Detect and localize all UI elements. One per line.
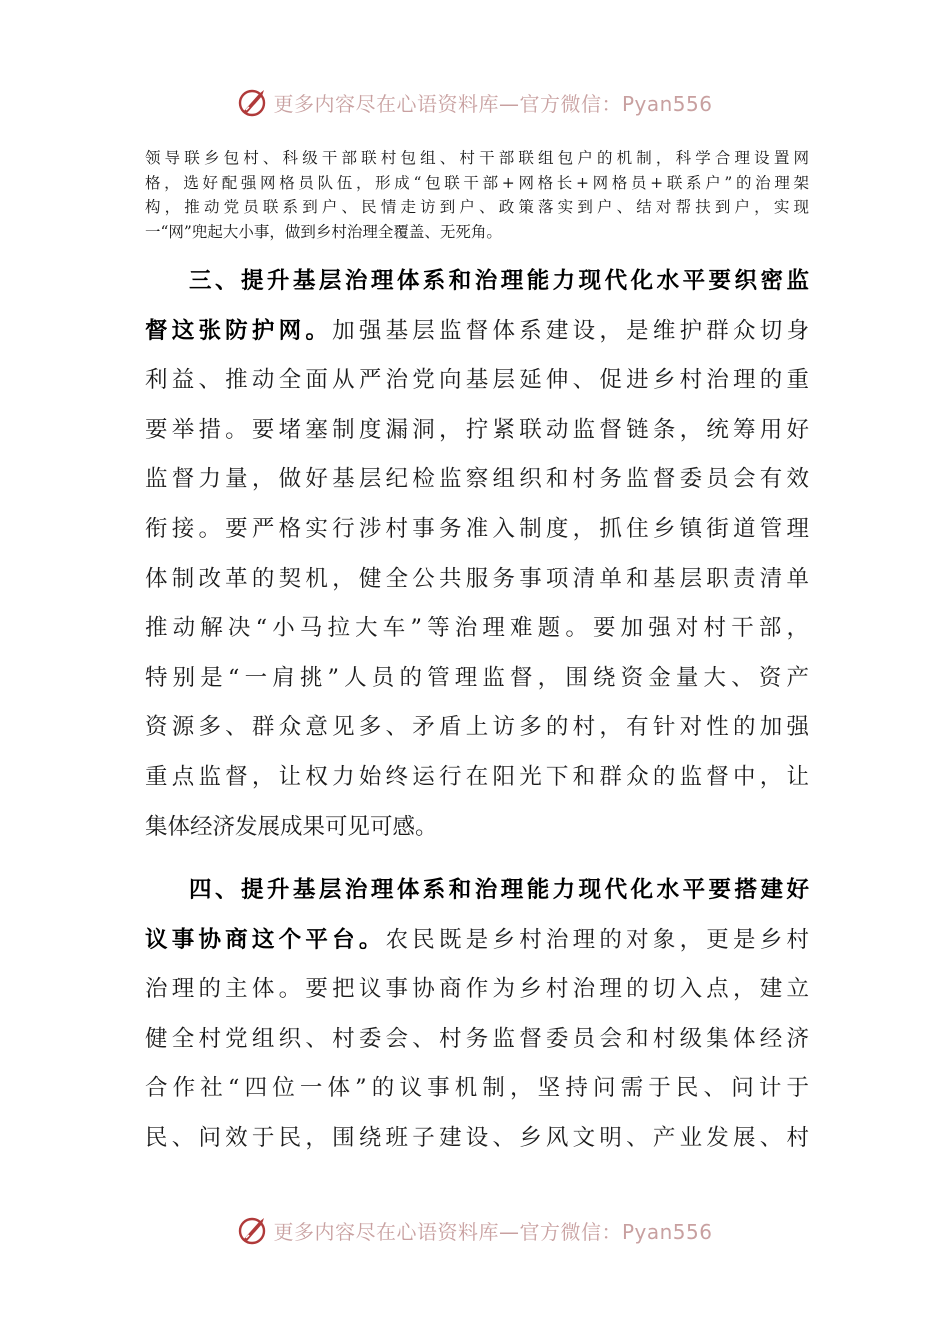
section-3-paragraph bbox=[145, 257, 809, 852]
section-4-line: 民、问效于民，围绕班子建设、乡风文明、产业发展、村 bbox=[145, 1124, 809, 1151]
section-4-text: 农民既是乡村治理的对象，更是乡村 bbox=[385, 926, 809, 953]
section-4-heading-end: 议事协商这个平台。 bbox=[145, 926, 386, 953]
section-3-line bbox=[145, 307, 809, 357]
intro-line: 一“网”兜起大小事，做到乡村治理全覆盖、无死角。 bbox=[145, 223, 502, 242]
section-3-line: 监督力量，做好基层纪检监察组织和村务监督委员会有效 bbox=[145, 466, 809, 493]
section-3-line: 要举措。要堵塞制度漏洞，拧紧联动监督链条，统筹用好 bbox=[145, 416, 809, 443]
section-3-line: 体制改革的契机，健全公共服务事项清单和基层职责清单 bbox=[145, 565, 809, 592]
intro-line: 格，选好配强网格员队伍，形成“包联干部+网格长+网格员+联系户”的治理架 bbox=[145, 173, 809, 192]
section-3-heading-line bbox=[145, 257, 809, 307]
section-3-line: 资源多、群众意见多、矛盾上访多的村，有针对性的加强 bbox=[145, 714, 809, 741]
pen-circle-logo-icon bbox=[237, 1214, 269, 1246]
section-3-line: 集体经济发展成果可见可感。 bbox=[145, 813, 438, 840]
section-4-line: 健全村党组织、村委会、村务监督委员会和村级集体经济 bbox=[145, 1025, 809, 1052]
top-banner bbox=[0, 80, 950, 124]
section-4-heading: 四、提升基层治理体系和治理能力现代化水平要搭建好 bbox=[189, 877, 809, 903]
section-3-line: 利益、推动全面从严治党向基层延伸、促进乡村治理的重 bbox=[145, 367, 809, 394]
intro-line: 构，推动党员联系到户、民情走访到户、政策落实到户、结对帮扶到户，实现 bbox=[145, 198, 809, 217]
banner-text: 更多内容尽在心语资料库—官方微信：Pyan556 bbox=[273, 91, 713, 116]
bottom-banner bbox=[0, 1208, 950, 1252]
intro-paragraph bbox=[145, 146, 809, 245]
section-4-paragraph bbox=[145, 866, 809, 1164]
section-4-line: 合作社“四位一体”的议事机制，坚持问需于民、问计于 bbox=[145, 1075, 809, 1102]
section-3-line: 衔接。要严格实行涉村事务准入制度，抓住乡镇街道管理 bbox=[145, 515, 809, 542]
banner-text: 更多内容尽在心语资料库—官方微信：Pyan556 bbox=[273, 1219, 713, 1244]
section-3-line: 推动解决“小马拉大车”等治理难题。要加强对村干部， bbox=[145, 615, 809, 642]
intro-line: 领导联乡包村、科级干部联村包组、村干部联组包户的机制，科学合理设置网 bbox=[145, 149, 809, 167]
section-4-line bbox=[145, 916, 809, 966]
section-3-heading-end: 督这张防护网。 bbox=[145, 317, 333, 344]
section-3-text: 加强基层监督体系建设，是维护群众切身 bbox=[332, 317, 809, 344]
section-4-line: 治理的主体。要把议事协商作为乡村治理的切入点，建立 bbox=[145, 976, 809, 1003]
section-3-line: 特别是“一肩挑”人员的管理监督，围绕资金量大、资产 bbox=[145, 664, 809, 691]
section-4-heading-line bbox=[145, 866, 809, 916]
pen-circle-logo-icon bbox=[237, 86, 269, 118]
section-3-line: 重点监督，让权力始终运行在阳光下和群众的监督中，让 bbox=[145, 763, 809, 790]
section-3-heading: 三、提升基层治理体系和治理能力现代化水平要织密监 bbox=[189, 268, 809, 294]
